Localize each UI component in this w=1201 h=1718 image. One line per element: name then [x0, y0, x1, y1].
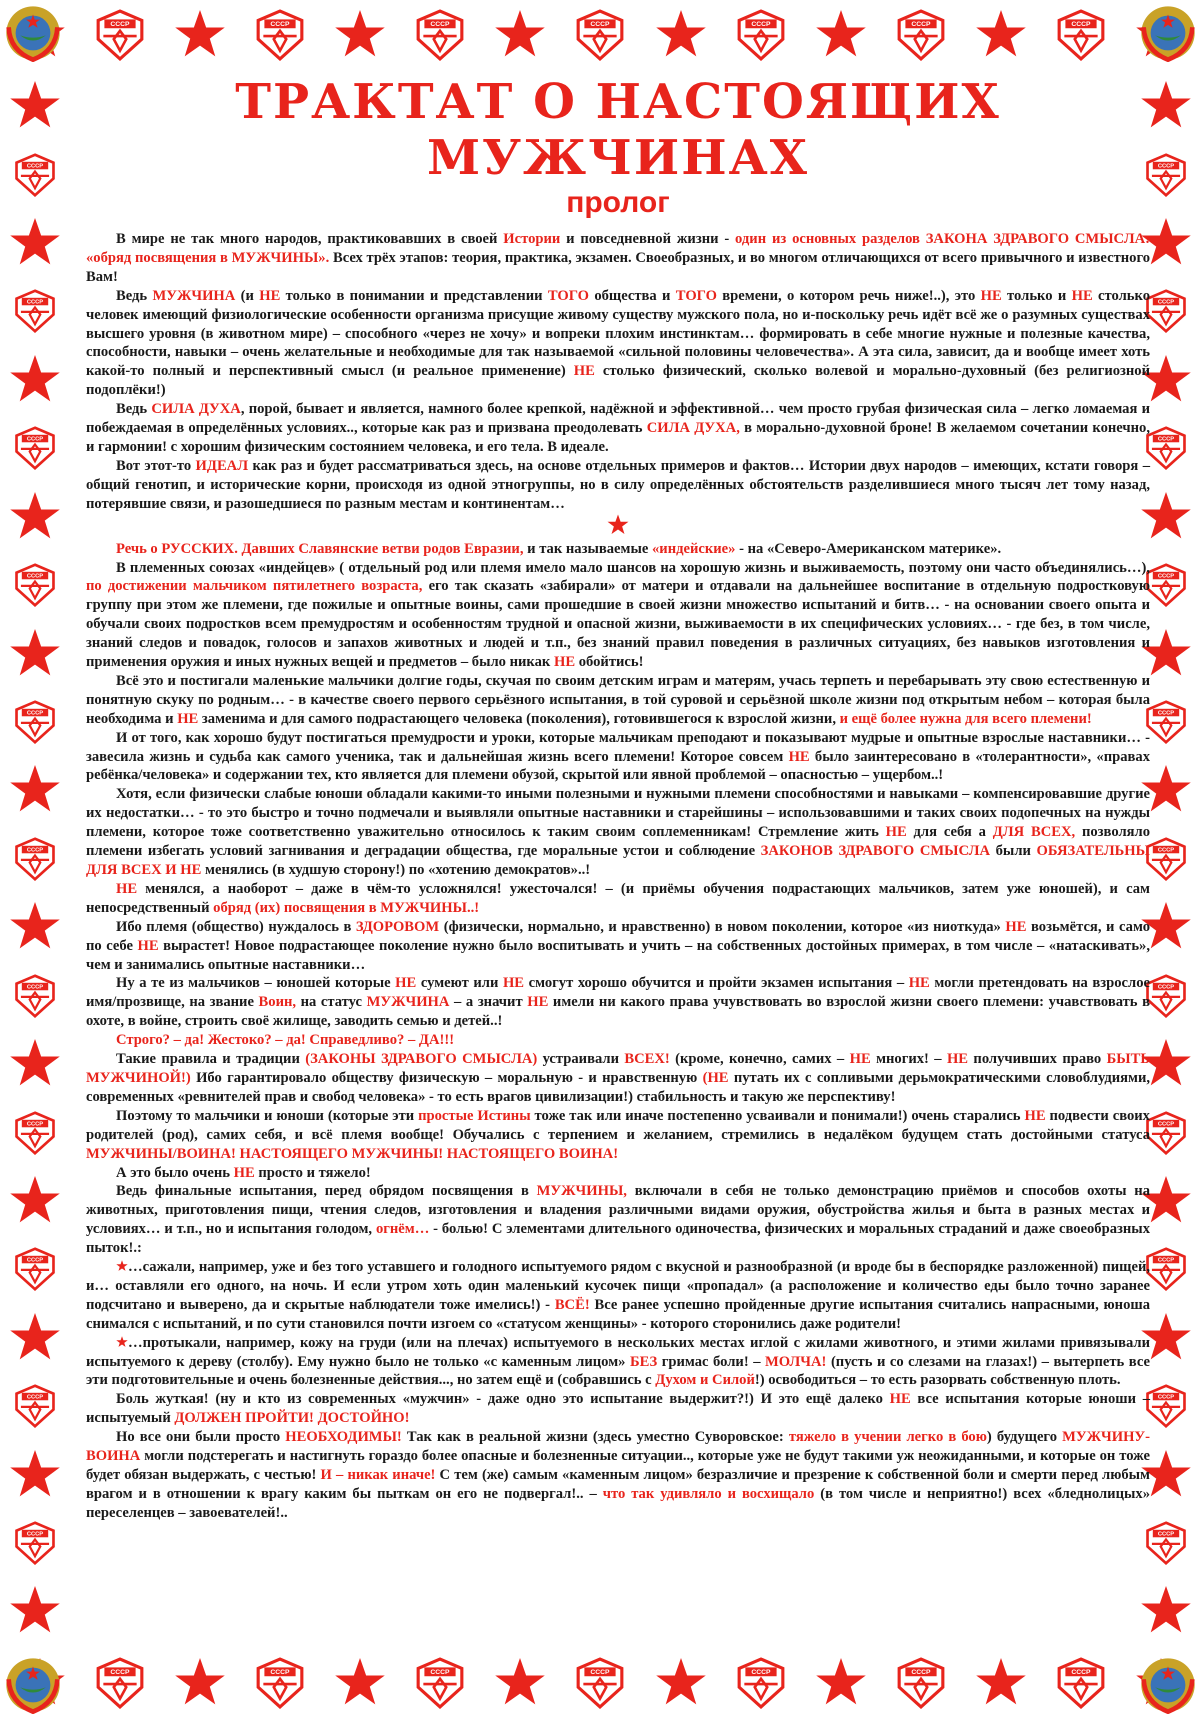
cccp-quality-badge-icon	[13, 289, 57, 333]
text-run: получивших право	[968, 1051, 1107, 1068]
paragraph	[86, 400, 1150, 457]
star-icon	[334, 1657, 386, 1709]
highlight-text: Строго? – да! Жестоко? – да! Справедливо? – ДА!!!	[116, 1032, 455, 1049]
text-run: Ведь	[116, 401, 152, 418]
paragraph	[86, 559, 1150, 672]
highlight-text: НЕ	[946, 1051, 969, 1068]
text-run: подвести своих родителей (род), самих себя, и всё племя вообще! Обучались с терпением и желанием, стремились в недалёком будущем стать достойными статуса	[86, 1107, 1150, 1143]
paragraph	[86, 287, 1150, 400]
text-run: Всё это и постигали маленькие мальчики долгие годы, скучая по своим детским играм и матерям, учась терпеть и перебарывать эту свою естественную и понятную скуку по родным… - в качестве своего первого серьёзного испытания, в той суровой и серьёзной школе жизни под открытым небом – которая была необходима и	[86, 672, 1150, 727]
highlight-text: НЕ	[885, 824, 907, 841]
paragraph	[86, 974, 1150, 1031]
cccp-quality-badge-icon	[1144, 1384, 1188, 1428]
page-subtitle: пролог	[566, 186, 670, 219]
text-run: Ведь	[116, 287, 153, 304]
cccp-quality-badge-icon	[735, 9, 787, 61]
text-run: Ибо гарантировало обществу физическую – моральную - и нравственную	[190, 1069, 703, 1086]
paragraph	[86, 1428, 1150, 1523]
text-run: были	[990, 843, 1037, 860]
highlight-text: огнём…	[375, 1221, 430, 1238]
paragraph	[86, 1258, 1150, 1334]
text-run: и так называемые	[523, 540, 652, 557]
divider-star-icon	[86, 514, 1150, 540]
frame-bottom-border	[0, 1648, 1201, 1718]
cccp-quality-badge-icon	[1144, 1521, 1188, 1565]
highlight-text: ЗАКОНОВ ЗДРАВОГО СМЫСЛА	[760, 843, 991, 860]
text-run: А это было очень	[116, 1164, 234, 1181]
star-icon	[9, 491, 61, 543]
cccp-quality-badge-icon	[1144, 837, 1188, 881]
text-run: …протыкали, например, кожу на груди (или на плечах) испытуемого в нескольких местах иглой с жилами животного, и этими жилами привязывали испытуемого к дереву (столбу). Ему нужно было не только «с каменным лицом»	[86, 1334, 1150, 1370]
highlight-text: НЕ	[1005, 918, 1027, 935]
highlight-text: ЗДОРОВОМ	[355, 918, 440, 935]
frame-left-border	[0, 70, 70, 1648]
highlight-text: ТОГО	[547, 287, 590, 304]
highlight-text: один из основных разделов ЗАКОНА ЗДРАВОГО СМЫСЛА: «обряд посвящения в МУЖЧИНЫ».	[86, 231, 1150, 266]
text-run: путать их с сопливыми дерьмократическими словоблудиями, современных «ревнителей прав и свобод человека» - то есть врагов цивилизации!) стабильность и такую же перспективу!	[86, 1069, 1151, 1105]
text-run: Так как в реальной жизни (здесь уместно Суворовское:	[401, 1429, 789, 1446]
star-bullet-icon	[116, 1335, 128, 1351]
text-run: менялись (в худшую сторону!) по «хотению демократов»..!	[201, 862, 591, 878]
star-icon	[975, 9, 1027, 61]
highlight-text: (ЗАКОНЫ ЗДРАВОГО СМЫСЛА)	[305, 1051, 538, 1068]
highlight-text: Воин,	[258, 994, 297, 1011]
text-run: позволяло племени избегать условий загнивания и деградации общества, где моральные устои и соблюдение	[86, 824, 1151, 860]
text-run: Боль жуткая! (ну и кто из современных «мужчин» - даже одно это испытание выдержит?!) И это ещё далеко	[116, 1391, 890, 1408]
highlight-text: НЕ	[553, 654, 576, 671]
cccp-quality-badge-icon	[13, 700, 57, 744]
highlight-text: НЕ	[849, 1051, 871, 1068]
paragraph	[86, 785, 1150, 880]
paragraph	[86, 540, 1150, 559]
cccp-quality-badge-icon	[1144, 153, 1188, 197]
cccp-quality-badge-icon	[94, 9, 146, 61]
highlight-text: МУЖЧИНЫ/ВОИНА! НАСТОЯЩЕГО МУЖЧИНЫ! НАСТОЯЩЕГО ВОИНА!	[86, 1145, 619, 1162]
highlight-text: БЫТЬ МУЖЧИНОЙ!)	[86, 1051, 1150, 1086]
paragraph	[86, 1334, 1150, 1391]
paragraph	[86, 1390, 1150, 1428]
star-icon	[9, 628, 61, 680]
text-run: тоже так или иначе постепенно усваивали и понимали!) очень старались	[530, 1107, 1025, 1124]
star-icon	[174, 9, 226, 61]
cccp-quality-badge-icon	[13, 974, 57, 1018]
text-run: включали в себя не только демонстрацию приёмов и способов охоты на животных, приготовления пищи, чтения следов, изготовления и владения различными видами оружия, обустройства жилья и быта в разных местах и условиях… и т.п., но и испытания голодом,	[86, 1183, 1150, 1238]
highlight-text: по достижении мальчиком пятилетнего возраста,	[86, 578, 423, 595]
cccp-quality-badge-icon	[13, 1247, 57, 1291]
text-run: сумеют или	[416, 975, 503, 992]
text-run: (в том числе и неприятно!) всех «бледнолицых» переселенцев – завоевателей!..	[86, 1485, 1150, 1521]
text-run: …сажали, например, уже и без того уставшего и голодного испытуемого рядом с вкусной и разнообразной (и вроде бы в беспорядке разложенной) пищей, и… оставляли его одного, на ночь. И если утром хоть один маленький кусочек пищи «пропадал» (а расположение и количество еды было точно заранее подсчитано и выверено, да и скрытые наблюдатели тоже имелись!) -	[86, 1259, 1150, 1313]
star-icon	[815, 1657, 867, 1709]
text-run: Вот этот-то	[116, 457, 196, 474]
highlight-text: НЕ	[233, 1164, 255, 1181]
text-run: Ведь финальные испытания, перед обрядом посвящения в	[116, 1183, 537, 1200]
cccp-quality-badge-icon	[414, 1657, 466, 1709]
paragraph	[86, 880, 1150, 918]
star-icon	[9, 1175, 61, 1227]
highlight-text: (НЕ	[702, 1069, 729, 1086]
star-icon	[9, 354, 61, 406]
cccp-quality-badge-icon	[895, 9, 947, 61]
text-run: Хотя, если физически слабые юноши обладали какими-то иными полезными и нужными племени способностями и навыками – компенсировавшие другие их недостатки… - то это быстро и точно подмечали и выявляли опытные наставники и старейшины – использовавшими и таких своих подопечных на нужды племени, которое тоже соответственно уважительно относилось к таким своим соплеменникам! Стремление жить	[86, 786, 1150, 841]
text-run: (и	[235, 287, 260, 304]
highlight-text: МОЛЧА!	[765, 1353, 827, 1370]
highlight-text: НЕ	[259, 287, 281, 304]
highlight-text: «индейские»	[651, 540, 736, 557]
star-icon	[9, 1585, 61, 1637]
highlight-text: Речь о РУССКИХ. Давших Славянские ветви родов Евразии,	[116, 540, 524, 557]
cccp-quality-badge-icon	[1144, 289, 1188, 333]
text-run: !) освободиться – то есть разорвать собственную плоть.	[754, 1372, 1121, 1389]
highlight-text: ТОГО	[675, 287, 717, 304]
cccp-quality-badge-icon	[1144, 1111, 1188, 1155]
highlight-text: НЕ	[1024, 1107, 1046, 1124]
state-emblem-icon	[1139, 1656, 1197, 1714]
text-run: имели ни какого права учувствовать во взрослой жизни своего племени: учавствовать в охоте, в войне, строить своё жилище, заводить семью и детей..!	[86, 994, 1150, 1030]
cccp-quality-badge-icon	[1144, 1247, 1188, 1291]
highlight-text: МУЖЧИНА	[366, 994, 450, 1011]
highlight-text: НЕ	[573, 363, 595, 380]
highlight-text: ВСЁ!	[554, 1296, 590, 1313]
text-run: (пусть и со слезами на глазах!) – вытерпеть все эти подготовительные и очень болезненные действия..., но затем ещё и (собравшись с	[86, 1353, 1150, 1389]
text-run: на статус	[296, 994, 367, 1011]
text-run: в морально-духовной броне! В желаемом сочетании конечно, и гармонии! с хорошим физическим состоянием человека, и его тела. В идеале.	[86, 420, 1150, 455]
state-emblem-icon	[4, 1656, 62, 1714]
cccp-quality-badge-icon	[13, 563, 57, 607]
highlight-text: НЕ	[1071, 287, 1093, 304]
highlight-text: обряд (их) посвящения в МУЖЧИНЫ..!	[213, 899, 480, 916]
cccp-quality-badge-icon	[574, 1657, 626, 1709]
highlight-text: НЕ	[527, 994, 549, 1011]
highlight-text: НЕ	[177, 710, 199, 727]
star-icon	[494, 1657, 546, 1709]
highlight-text: СИЛА ДУХА,	[646, 420, 740, 437]
text-run: Но все они были просто	[116, 1429, 286, 1446]
highlight-text: НЕ	[395, 975, 417, 992]
highlight-text: БЕЗ	[629, 1353, 658, 1370]
highlight-text: МУЖЧИНЫ,	[536, 1183, 627, 1200]
text-run: могли подстерегать и настигнуть гораздо более опасные и болезненные ситуации.., которые уже не будут такими уж неожиданными, и которые он тоже будет обязан выдержать, с честью!	[86, 1448, 1150, 1483]
star-icon	[9, 80, 61, 132]
highlight-text: ДОЛЖЕН ПРОЙТИ! ДОСТОЙНО!	[174, 1410, 410, 1427]
highlight-text: ОБЯЗАТЕЛЬНЫ ДЛЯ ВСЕХ И НЕ	[86, 843, 1150, 878]
cccp-quality-badge-icon	[13, 426, 57, 470]
cccp-quality-badge-icon	[13, 1111, 57, 1155]
star-icon	[9, 901, 61, 953]
paragraph	[86, 1107, 1150, 1164]
highlight-text: Истории	[503, 231, 561, 247]
highlight-text: простые Истины	[418, 1107, 531, 1124]
text-run: для себя а	[906, 824, 993, 841]
star-icon	[9, 1038, 61, 1090]
star-icon	[655, 1657, 707, 1709]
highlight-text: НЕОБХОДИМЫ!	[285, 1429, 402, 1446]
highlight-text: НЕ	[980, 287, 1002, 304]
text-run: - болью! С элементами длительного одиночества, физических и моральных страданий и даже своеобразных пыток!.:	[86, 1221, 1150, 1257]
paragraph	[86, 1164, 1150, 1183]
star-icon	[9, 764, 61, 816]
cccp-quality-badge-icon	[1144, 563, 1188, 607]
text-run: как раз и будет рассматриваться здесь, на основе отдельных примеров и фактов… Истории двух народов – имеющих, кстати говоря – общий генотип, и исторические корни, происходя из одной этногруппы, но в силу определённых обстоятельств разделившиеся много тысяч лет тому назад, потерявшие связи, и разошедшиеся по разным местам и континентам…	[86, 457, 1150, 512]
text-run: только в понимании и представлении	[280, 287, 548, 304]
text-run: Поэтому то мальчики и юноши (которые эти	[116, 1107, 419, 1124]
cccp-quality-badge-icon	[13, 153, 57, 197]
text-run: В племенных союзах «индейцев» ( отдельный род или племя имело мало шансов на хорошую жизнь и выживаемость, поэтому они часто объединялись…),	[116, 559, 1150, 576]
paragraph	[86, 230, 1150, 287]
cccp-quality-badge-icon	[1144, 700, 1188, 744]
cccp-quality-badge-icon	[13, 1521, 57, 1565]
highlight-text: СИЛА ДУХА	[151, 401, 241, 418]
cccp-quality-badge-icon	[254, 9, 306, 61]
highlight-text: НЕ	[788, 748, 810, 765]
text-run: И от того, как хорошо будут постигаться премудрости и уроки, которые мальчикам преподают и показывают мудрые и опытные взрослые наставники… - завесила жизнь и судьба как самого ученика, так и дальнейшая жизнь всего племени! Которое совсем	[86, 729, 1150, 765]
star-icon	[655, 9, 707, 61]
text-run: (кроме, конечно, самих –	[669, 1051, 850, 1068]
text-run: все испытания которые юноши – испытуемый	[86, 1391, 1150, 1427]
star-icon	[174, 1657, 226, 1709]
cccp-quality-badge-icon	[895, 1657, 947, 1709]
highlight-text: НЕ	[908, 975, 930, 992]
text-run: гримас боли! –	[657, 1353, 766, 1370]
text-run: только и	[1001, 287, 1072, 304]
text-run: – а значит	[449, 994, 528, 1011]
highlight-text: тяжело в учении легко в бою	[788, 1429, 987, 1446]
cccp-quality-badge-icon	[1144, 974, 1188, 1018]
text-run: столько человек имеющий физиологические особенности организма присущие живому существу мужского пола, но и-поскольку речь идёт всё же о разумных существах высшего уровня (в животном мире) – способного «через не хочу» и вопреки плохим инстинктам… формировать в себе многие нужные и полезные качества, способности, навыки – очень желательные и необходимые для так называемой «сильной половины человечества». А эта сила, зависит, да и вообще имеет хоть какой-то полный и перспективный смысл (и реальное применение)	[86, 287, 1150, 380]
highlight-text: МУЖЧИНУ-ВОИНА	[86, 1429, 1150, 1465]
cccp-quality-badge-icon	[1055, 1657, 1107, 1709]
text-run: вырастет! Новое подрастающее поколение нужно было воспитывать и учить – на собственных достойных примерах, в том числе – «натаскивать», чем и занимались опытные наставники…	[86, 937, 1150, 973]
text-run: С тем (же) самым «каменным лицом» безразличие и презрение к собственной боли и смерти перед любым врагом и в отношении к врагу каким бы пыткам он его не подвергал!.. –	[86, 1467, 1150, 1502]
text-run: , порой, бывает и является, намного более крепкой, надёжной и эффективной… чем просто грубая физическая сила – легко ломаемая и побеждаемая в определённых условиях.., которые как раз и призвана преодолевать	[86, 401, 1150, 437]
cccp-quality-badge-icon	[414, 9, 466, 61]
cccp-quality-badge-icon	[735, 1657, 787, 1709]
cccp-quality-badge-icon	[13, 1384, 57, 1428]
cccp-quality-badge-icon	[1144, 426, 1188, 470]
highlight-text: НЕ	[502, 975, 525, 992]
text-run: общества и	[589, 287, 676, 304]
text-run: Всех трёх этапов: теория, практика, экзамен. Своеобразных, и во многом отличающихся от всего привычного и известного Вам!	[86, 249, 1151, 285]
highlight-text: ВСЕХ!	[624, 1051, 670, 1068]
text-run: его так сказать «забирали» от матери и отдавали на дальнейшее воспитание в отдельную подростковую группу при этом же племени, где пожилые и опытные воины, сами прошедшие в своей жизни множество испытаний и битв… - на основании своего опыта и обучали своих подростков всем премудростям и особенностям трудной и опасной жизни, выживаемости в их специфических условиях… - где без, в том числе, знаний следов и повадок, голосов и запахов животных и людей и т.п., без знаний правил поведения в различных ситуациях, без навыков изготовления и применения оружия и иных нужных вещей и предметов – было никак	[86, 578, 1150, 671]
page-title: ТРАКТАТ О НАСТОЯЩИХ МУЖЧИНАХ	[235, 74, 1001, 186]
paragraph	[86, 918, 1150, 975]
text-run: - на «Северо-Американском материке».	[735, 540, 1002, 557]
cccp-quality-badge-icon	[254, 1657, 306, 1709]
cccp-quality-badge-icon	[94, 1657, 146, 1709]
text-run: могли претендовать на взрослое имя/прозвище, на звание	[86, 975, 1151, 1011]
text-run: Такие правила и традиции	[116, 1051, 306, 1068]
document-content	[86, 74, 1150, 1642]
star-icon	[815, 9, 867, 61]
highlight-text: НЕ	[889, 1391, 911, 1408]
text-run: смогут хорошо обучится и пройти экзамен испытания –	[524, 975, 909, 992]
highlight-text: МУЖЧИНА	[152, 287, 236, 304]
paragraph	[86, 729, 1150, 786]
text-run: многих! –	[870, 1051, 947, 1068]
highlight-text: ДЛЯ ВСЕХ,	[992, 824, 1076, 841]
text-run: (физически, нормально, и нравственно) в новом поколении, которое «из ниоткуда»	[439, 918, 1006, 935]
star-bullet-icon	[116, 1259, 128, 1275]
highlight-text: НЕ	[116, 880, 138, 897]
text-run: менялся, а наоборот – даже в чём-то усложнялся! ужесточался! – (и приёмы обучения подрастающих мальчиков, затем уже юношей), и сам непосредственный	[86, 880, 1150, 916]
text-run: устраивали	[537, 1051, 625, 1068]
cccp-quality-badge-icon	[13, 837, 57, 881]
star-icon	[975, 1657, 1027, 1709]
text-run: просто и тяжело!	[254, 1164, 371, 1181]
text-run: заменима и для самого подрастающего человека (поколения), готовившегося к взрослой жизни,	[198, 710, 840, 727]
star-icon	[9, 1449, 61, 1501]
text-run: Ибо племя (общество) нуждалось в	[116, 918, 356, 935]
text-run: В мире не так много народов, практиковавших в своей	[116, 231, 504, 247]
text-run: обойтись!	[575, 654, 644, 671]
frame-top-border	[0, 0, 1201, 70]
cccp-quality-badge-icon	[1055, 9, 1107, 61]
highlight-text: ИДЕАЛ	[195, 457, 249, 474]
paragraph	[86, 672, 1150, 729]
highlight-text: что так удивляло и восхищало	[602, 1485, 815, 1502]
text-run: Все ранее успешно пройденные другие испытания считались напрасными, юноша снимался с испытаний, и по сути становился почти изгоем со «статусом женщины» - которого сторонились даже родители!	[86, 1296, 1150, 1332]
star-icon	[9, 217, 61, 269]
text-run: и повседневной жизни -	[560, 231, 736, 247]
highlight-text: НЕ	[137, 937, 159, 954]
text-run: ) будущего	[986, 1429, 1063, 1446]
star-icon	[494, 9, 546, 61]
state-emblem-icon	[4, 4, 62, 62]
text-run: столько физический, сколько волевой и морально-духовный (без религиозной подоплёки!)	[86, 363, 1151, 399]
highlight-text: и ещё более нужна для всего племени!	[839, 710, 1092, 727]
star-icon	[9, 1312, 61, 1364]
paragraph	[86, 1182, 1150, 1258]
highlight-text: И – никак иначе!	[320, 1467, 436, 1483]
star-icon	[334, 9, 386, 61]
cccp-quality-badge-icon	[574, 9, 626, 61]
text-run: было заинтересовано в «толерантности», «правах ребёнка/человека» и содержании тех, кто является для племени обузой, скрытой или явной проблемой – опасностью – ущербом..!	[86, 748, 1150, 784]
text-run: времени, о котором речь ниже!..), это	[716, 287, 981, 304]
paragraph	[86, 457, 1150, 514]
paragraph	[86, 1050, 1150, 1107]
text-run: возьмётся, и само по себе	[86, 918, 1150, 954]
paragraph	[86, 1031, 1150, 1050]
state-emblem-icon	[1139, 4, 1197, 62]
body-text	[86, 230, 1150, 1523]
text-run: Ну а те из мальчиков – юношей которые	[116, 975, 396, 992]
highlight-text: Духом и Силой	[655, 1372, 755, 1389]
